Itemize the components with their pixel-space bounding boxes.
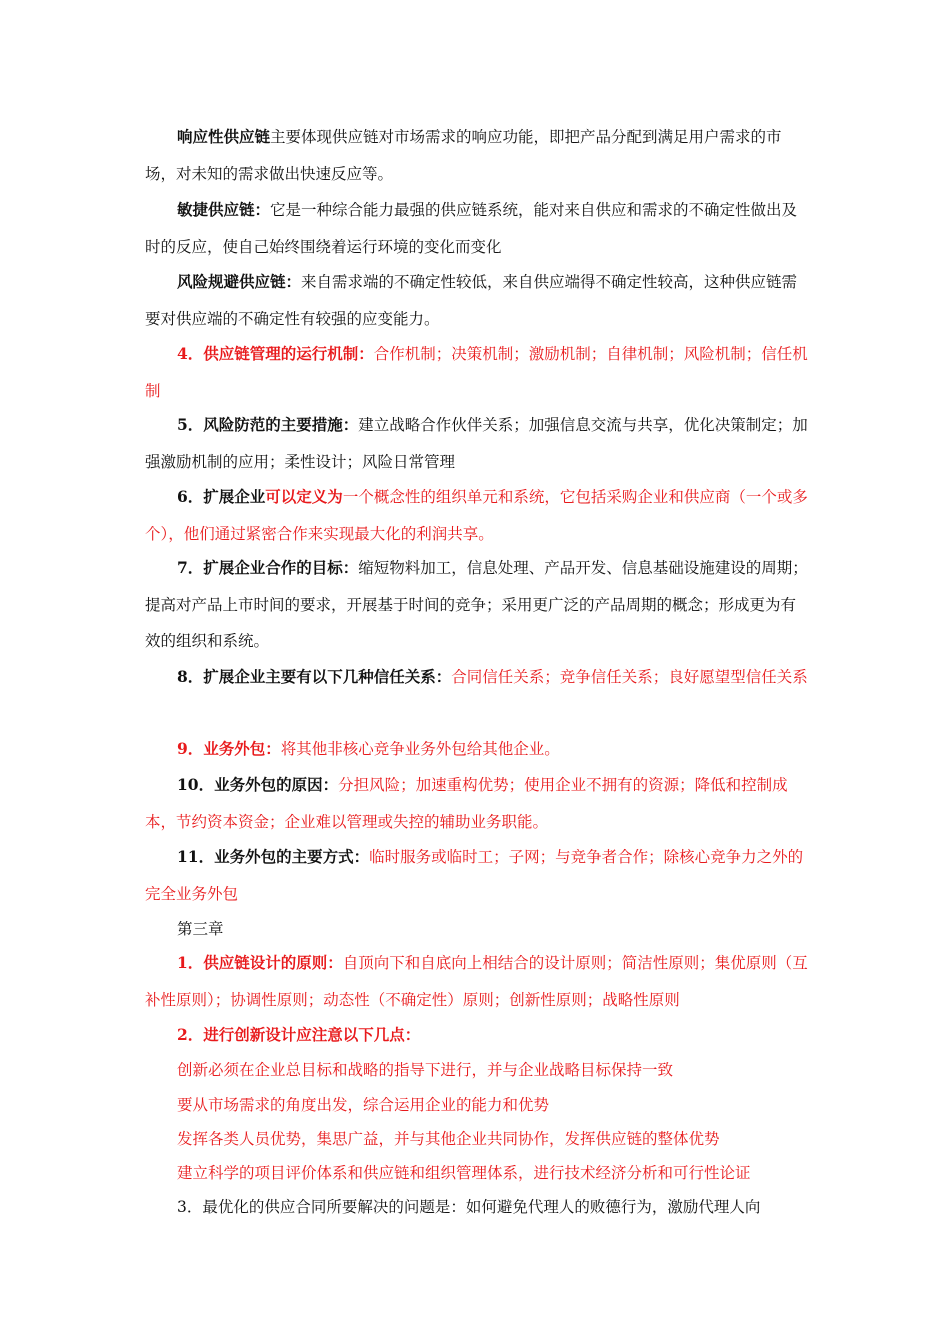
- term: 11．业务外包的主要方式：: [177, 847, 370, 866]
- paragraph-item-10: [145, 767, 810, 840]
- list-item: 建立科学的项目评价体系和供应链和组织管理体系，进行技术经济分析和可行性论证: [177, 1164, 751, 1182]
- term: 6．扩展企业: [177, 487, 266, 506]
- chapter-title: 第三章: [177, 920, 224, 938]
- paragraph-item-9: [145, 731, 810, 768]
- definition: 将其他非核心竞争业务外包给其他企业。: [280, 740, 560, 758]
- paragraph-item-5: [145, 407, 810, 480]
- term: 5．风险防范的主要措施：: [177, 415, 359, 434]
- list-item: 创新必须在企业总目标和战略的指导下进行，并与企业战略目标保持一致: [177, 1061, 674, 1079]
- term: 响应性供应链: [177, 127, 271, 146]
- term: 2．进行创新设计应注意以下几点：: [177, 1025, 421, 1044]
- text: 3．最优化的供应合同所要解决的问题是：如何避免代理人的败德行为，激励代理人向: [177, 1198, 761, 1216]
- definition: 合作机制；决策机制；激励机制；自律机制；风险机制；信任机制: [145, 345, 808, 400]
- paragraph-item-8: [145, 659, 810, 696]
- definition: 缩短物料加工，信息处理、产品开发、信息基础设施建设的周期；提高对产品上市时间的要求，开展基于时间的竞争；采用更广泛的产品周期的概念；形成更为有效的组织和系统。: [145, 559, 808, 650]
- term: 10．业务外包的原因：: [177, 775, 339, 794]
- term: 风险规避供应链：: [177, 272, 302, 291]
- definition: 一个概念性的组织单元和系统，它包括采购企业和供应商（一个或多个），他们通过紧密合作来实现最大化的利润共享。: [145, 488, 808, 543]
- term: 8．扩展企业主要有以下几种信任关系：: [177, 667, 452, 686]
- definition: 来自需求端的不确定性较低，来自供应端得不确定性较高，这种供应链需要对供应端的不确定性有较强的应变能力。: [145, 273, 798, 328]
- paragraph-innovation-heading: [145, 1017, 810, 1054]
- definition: 建立战略合作伙伴关系；加强信息交流与共享，优化决策制定；加强激励机制的应用；柔性设计；风险日常管理: [145, 416, 808, 471]
- definition: 它是一种综合能力最强的供应链系统，能对来自供应和需求的不确定性做出及时的反应，使自己始终围绕着运行环境的变化而变化: [145, 201, 798, 256]
- paragraph-design-principles: [145, 945, 810, 1018]
- definition: 分担风险；加速重构优势；使用企业不拥有的资源；降低和控制成本，节约资本资金；企业难以管理或失控的辅助业务职能。: [145, 776, 788, 831]
- term: 9．业务外包：: [177, 739, 281, 758]
- paragraph-item-3-contract: [145, 1189, 810, 1226]
- term: 敏捷供应链：: [177, 200, 271, 219]
- list-item: 要从市场需求的角度出发，综合运用企业的能力和优势: [177, 1096, 550, 1114]
- paragraph-item-11: [145, 839, 810, 912]
- definition: 主要体现供应链对市场需求的响应功能，即把产品分配到满足用户需求的市场，对未知的需求做出快速反应等。: [145, 128, 782, 183]
- paragraph-responsive-supply-chain: [145, 119, 810, 192]
- term: 7．扩展企业合作的目标：: [177, 558, 359, 577]
- term-verb: 可以定义为: [265, 487, 343, 506]
- list-item: 发挥各类人员优势，集思广益，并与其他企业共同协作，发挥供应链的整体优势: [177, 1130, 720, 1148]
- term: 1．供应链设计的原则：: [177, 953, 343, 972]
- definition: 自顶向下和自底向上相结合的设计原则；简洁性原则；集优原则（互补性原则）；协调性原则；动态性（不确定性）原则；创新性原则；战略性原则: [145, 954, 808, 1009]
- definition: 合同信任关系；竞争信任关系；良好愿望型信任关系: [451, 668, 808, 686]
- definition: 临时服务或临时工；子网；与竞争者合作；除核心竞争力之外的完全业务外包: [145, 848, 804, 903]
- paragraph-risk-hedging-supply-chain: [145, 264, 810, 337]
- chapter-heading: [145, 911, 810, 948]
- term: 4．供应链管理的运行机制：: [177, 344, 374, 363]
- paragraph-item-4: [145, 336, 810, 409]
- paragraph-item-6: [145, 479, 810, 552]
- paragraph-agile-supply-chain: [145, 192, 810, 265]
- paragraph-item-7: [145, 550, 810, 660]
